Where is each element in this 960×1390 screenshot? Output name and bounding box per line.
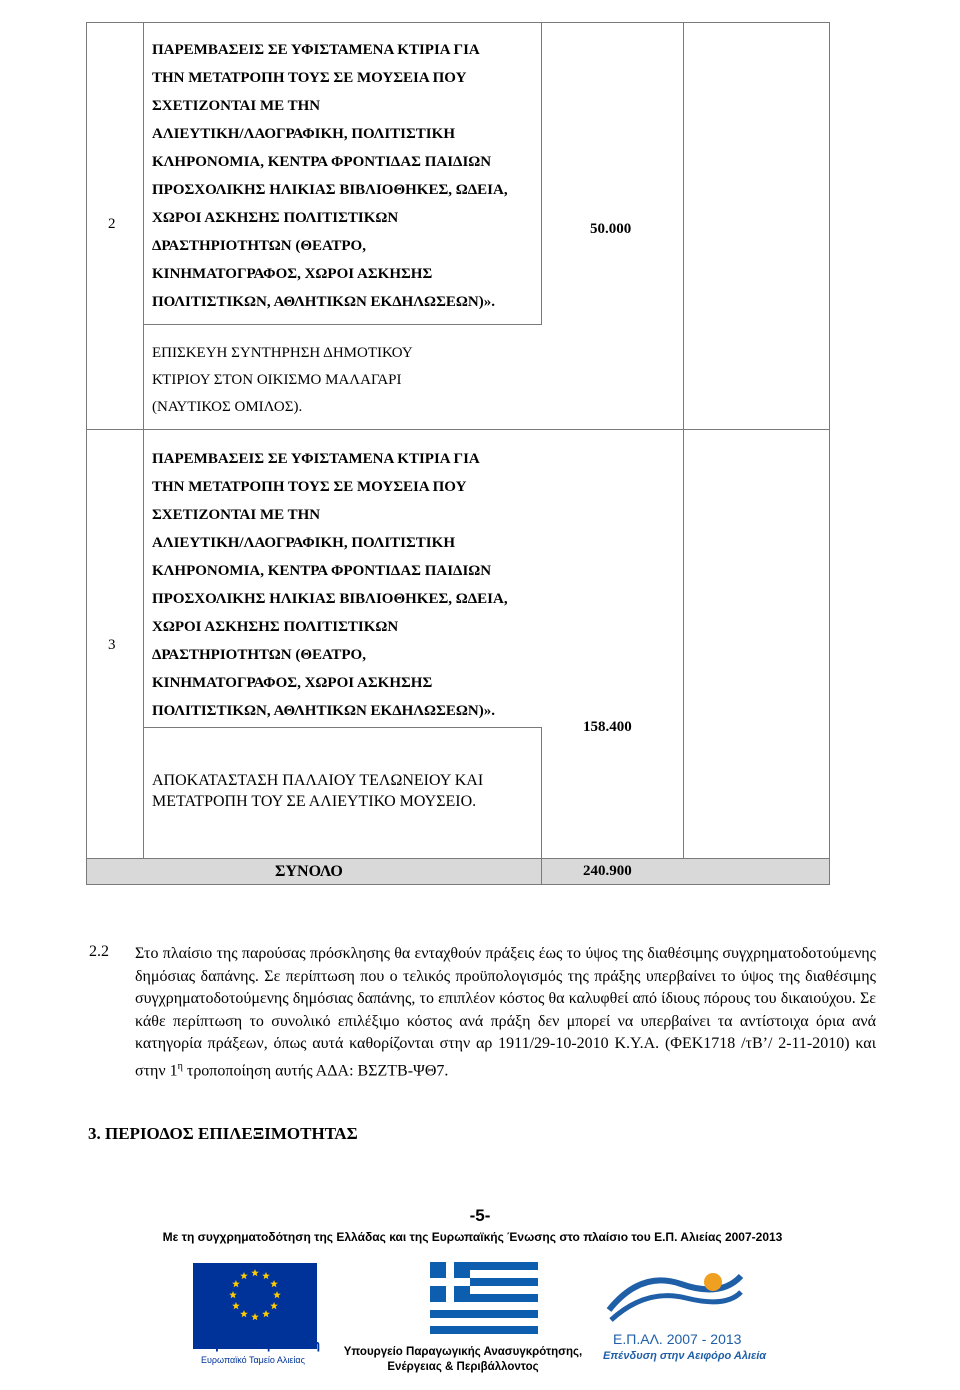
table-total-line: [86, 858, 830, 859]
table-divider-amount-row2: [541, 22, 542, 324]
table-border-bottom: [86, 884, 830, 885]
epal-logo: [601, 1262, 767, 1367]
page-number: -5-: [469, 1206, 491, 1225]
title-line: ΧΩΡΟΙ ΑΣΚΗΣΗΣ ΠΟΛΙΤΙΣΤΙΚΩΝ: [152, 210, 399, 226]
project-line: ΚΤΙΡΙΟΥ ΣΤΟΝ ΟΙΚΙΣΜΟ ΜΑΛΑΓΑΡΙ: [152, 372, 402, 388]
epal-title: Ε.Π.ΑΛ. 2007 - 2013: [613, 1331, 742, 1347]
title-line: ΠΑΡΕΜΒΑΣΕΙΣ ΣΕ ΥΦΙΣΤΑΜΕΝΑ ΚΤΙΡΙΑ ΓΙΑ: [152, 451, 480, 467]
ministry-line: Υπουργείο Παραγωγικής Ανασυγκρότησης,: [343, 1346, 583, 1358]
table-divider-extra: [683, 22, 684, 858]
row-title: [152, 36, 508, 316]
row-amount: 50.000: [590, 221, 632, 237]
project-line: ΜΕΤΑΤΡΟΠΗ ΤΟΥ ΣΕ ΑΛΙΕΥΤΙΚΟ ΜΟΥΣΕΙΟ.: [152, 793, 477, 810]
row-title: [152, 445, 508, 725]
title-line: ΣΧΕΤΙΖΟΝΤΑΙ ΜΕ ΤΗΝ: [152, 98, 321, 114]
table-border-top: [86, 22, 830, 23]
project-line: (ΝΑΥΤΙΚΟΣ ΟΜΙΛΟΣ).: [152, 399, 303, 415]
row-amount: 158.400: [583, 719, 632, 735]
title-line: ΚΙΝΗΜΑΤΟΓΡΑΦΟΣ, ΧΩΡΟΙ ΑΣΚΗΣΗΣ: [152, 266, 433, 282]
title-line: ΑΛΙΕΥΤΙΚΗ/ΛΑΟΓΡΑΦΙΚΗ, ΠΟΛΙΤΙΣΤΙΚΗ: [152, 535, 455, 551]
title-line: ΚΛΗΡΟΝΟΜΙΑ, ΚΕΝΤΡΑ ΦΡΟΝΤΙΔΑΣ ΠΑΙΔΙΩΝ: [152, 154, 492, 170]
cofinancing-note: Με τη συγχρηματοδότηση της Ελλάδας και της Ευρωπαϊκής Ένωσης στο πλαίσιο του Ε.Π. Αλιείας 2007-2013: [162, 1230, 783, 1244]
title-line: ΠΑΡΕΜΒΑΣΕΙΣ ΣΕ ΥΦΙΣΤΑΜΕΝΑ ΚΤΙΡΙΑ ΓΙΑ: [152, 42, 480, 58]
paragraph-text-end: τροποποίηση αυτής ΑΔΑ: ΒΣΖΤΒ-ΨΘ7.: [182, 1062, 449, 1080]
table-divider-index: [143, 22, 144, 858]
ministry-name: [343, 1345, 583, 1375]
table-divider-amount-row3: [541, 727, 542, 885]
row-project: [152, 770, 483, 812]
title-line: ΠΡΟΣΧΟΛΙΚΗΣ ΗΛΙΚΙΑΣ ΒΙΒΛΙΟΘΗΚΕΣ, ΩΔΕΙΑ,: [152, 591, 508, 607]
table-border-left: [86, 22, 87, 885]
title-line: ΠΡΟΣΧΟΛΙΚΗΣ ΗΛΙΚΙΑΣ ΒΙΒΛΙΟΘΗΚΕΣ, ΩΔΕΙΑ,: [152, 182, 508, 198]
eu-logo: [193, 1263, 321, 1365]
title-line: ΑΛΙΕΥΤΙΚΗ/ΛΑΟΓΡΑΦΙΚΗ, ΠΟΛΙΤΙΣΤΙΚΗ: [152, 126, 455, 142]
ministry-line: Ενέργειας & Περιβάλλοντος: [387, 1361, 539, 1373]
eu-logo-fund: Ευρωπαϊκό Ταμείο Αλιείας: [201, 1355, 305, 1365]
epal-slogan: Επένδυση στην Αειφόρο Αλιεία: [603, 1350, 767, 1362]
table-border-right: [829, 22, 830, 885]
project-line: ΑΠΟΚΑΤΑΣΤΑΣΗ ΠΑΛΑΙΟΥ ΤΕΛΩΝΕΙΟΥ ΚΑΙ: [152, 772, 484, 789]
title-line: ΔΡΑΣΤΗΡΙΟΤΗΤΩΝ (ΘΕΑΤΡΟ,: [152, 647, 366, 663]
title-line: ΣΧΕΤΙΖΟΝΤΑΙ ΜΕ ΤΗΝ: [152, 507, 321, 523]
paragraph-text: [135, 943, 876, 1083]
row-index: 3: [108, 637, 116, 653]
epal-logo-icon: [601, 1262, 746, 1326]
project-line: ΕΠΙΣΚΕΥΗ ΣΥΝΤΗΡΗΣΗ ΔΗΜΟΤΙΚΟΥ: [152, 345, 413, 361]
greek-flag: [430, 1262, 538, 1334]
table-row-separator: [86, 429, 830, 430]
title-line: ΧΩΡΟΙ ΑΣΚΗΣΗΣ ΠΟΛΙΤΙΣΤΙΚΩΝ: [152, 619, 399, 635]
title-line: ΔΡΑΣΤΗΡΙΟΤΗΤΩΝ (ΘΕΑΤΡΟ,: [152, 238, 366, 254]
paragraph-text-main: Στο πλαίσιο της παρούσας πρόσκλησης θα ενταχθούν πράξεις έως το ύψος της διαθέσιμης συγχρηματοδοτούμενης δημόσιας δαπάνης. Σε περίπτωση που ο τελικός προϋπολογισμός της πράξης υπερβαίνει το ύψος της διαθέσιμης συγχρηματοδοτούμενης δημόσιας δαπάνης, το επιπλέον κόστος θα καλυφθεί από ίδιους πόρους του δικαιούχου. Σε κάθε περίπτωση το συνολικό επιλέξιμο κόστος ανά πράξη δεν μπορεί να υπερβαίνει τα αντίστοιχα όρια ανά κατηγορία πράξεων, όπως αυτά καθορίζονται στην αρ 1911/29-10-2010 Κ.Υ.Α. (ΦΕΚ1718 /τΒ’/ 2-11-2010) και στην 1: [135, 945, 876, 1080]
greek-flag-icon: [430, 1262, 538, 1334]
eu-logo-name: Ευρωπαϊκή Ένωση: [199, 1337, 321, 1352]
paragraph-superscript: η: [177, 1060, 183, 1072]
row-index: 2: [108, 216, 116, 232]
title-line: ΠΟΛΙΤΙΣΤΙΚΩΝ, ΑΘΛΗΤΙΚΩΝ ΕΚΔΗΛΩΣΕΩΝ)».: [152, 703, 495, 719]
table-subrow-line-3: [143, 727, 542, 728]
table-subrow-line-2: [143, 324, 542, 325]
title-line: ΤΗΝ ΜΕΤΑΤΡΟΠΗ ΤΟΥΣ ΣΕ ΜΟΥΣΕΙΑ ΠΟΥ: [152, 70, 467, 86]
title-line: ΚΙΝΗΜΑΤΟΓΡΑΦΟΣ, ΧΩΡΟΙ ΑΣΚΗΣΗΣ: [152, 675, 433, 691]
row-project: [152, 340, 413, 421]
total-value: 240.900: [583, 863, 632, 879]
title-line: ΠΟΛΙΤΙΣΤΙΚΩΝ, ΑΘΛΗΤΙΚΩΝ ΕΚΔΗΛΩΣΕΩΝ)».: [152, 294, 495, 310]
total-row-background: [86, 858, 830, 885]
title-line: ΚΛΗΡΟΝΟΜΙΑ, ΚΕΝΤΡΑ ΦΡΟΝΤΙΔΑΣ ΠΑΙΔΙΩΝ: [152, 563, 492, 579]
paragraph-number: 2.2: [89, 943, 109, 960]
title-line: ΤΗΝ ΜΕΤΑΤΡΟΠΗ ΤΟΥΣ ΣΕ ΜΟΥΣΕΙΑ ΠΟΥ: [152, 479, 467, 495]
total-label: ΣΥΝΟΛΟ: [275, 863, 343, 880]
section-title: 3. ΠΕΡΙΟΔΟΣ ΕΠΙΛΕΞΙΜΟΤΗΤΑΣ: [88, 1124, 358, 1143]
